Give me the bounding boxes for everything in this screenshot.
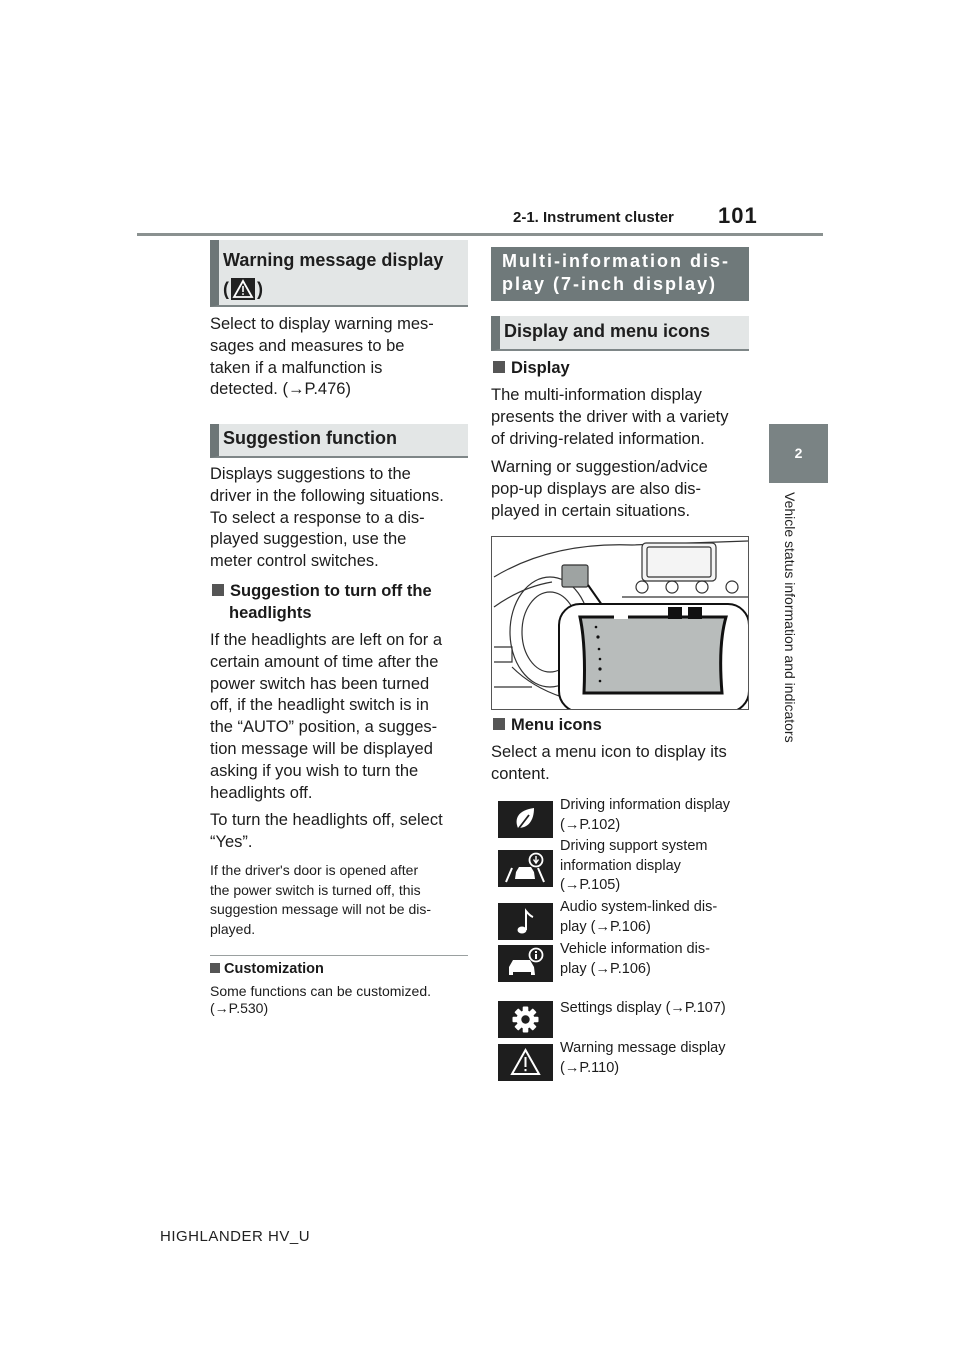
driving-support-icon	[498, 850, 553, 887]
suggestion-body: Displays suggestions to the driver in the following situations. To select a response to a dis- played suggestion, use the meter control switches.	[210, 465, 444, 571]
bullet-square-icon	[493, 718, 505, 730]
display-menu-icons-heading: Display and menu icons	[491, 316, 749, 351]
warning-icon	[498, 1044, 553, 1081]
menu-item-warning: Warning message display (→P.110)	[560, 1040, 726, 1076]
chapter-tab[interactable]	[769, 424, 828, 483]
section-title: 2-1. Instrument cluster	[513, 209, 674, 226]
popup-body: Warning or suggestion/advice pop-up displays are also dis- played in certain situations.	[491, 458, 708, 520]
chapter-number: 2	[794, 445, 803, 461]
bullet-square-icon	[493, 361, 505, 373]
warning-message-heading	[210, 240, 468, 307]
multi-info-heading: Multi-information dis- play (7-inch display)	[491, 247, 749, 301]
turn-off-body: To turn the headlights off, select “Yes”.	[210, 811, 443, 851]
warning-body: Select to display warning mes- sages and measures to be taken if a malfunction is detected. (→P.476)	[210, 315, 434, 399]
vehicle-info-icon	[498, 945, 553, 982]
menu-item-vehicle-info: Vehicle information dis- play (→P.106)	[560, 941, 710, 977]
display-body: The multi-information display presents the driver with a variety of driving-related information.	[491, 386, 729, 448]
menu-icons-subheading: Menu icons	[493, 714, 602, 736]
menu-icons-body: Select a menu icon to display its content.	[491, 743, 727, 783]
warning-heading-line2	[219, 278, 263, 300]
menu-item-driving-info: Driving information display (→P.102)	[560, 797, 731, 833]
menu-item-settings: Settings display (→P.107)	[560, 1000, 726, 1016]
music-note-icon	[498, 903, 553, 940]
header-rule	[137, 233, 823, 236]
customization-title: Customization	[210, 961, 324, 977]
bullet-square-icon	[212, 584, 224, 596]
door-note: If the driver's door is opened after the power switch is turned off, this suggestion message will not be dis- played.	[210, 862, 432, 937]
leaf-icon	[498, 801, 553, 838]
display-subheading: Display	[493, 357, 570, 379]
bullet-square-icon	[210, 963, 220, 973]
paren-close: )	[257, 278, 263, 299]
model-footer: HIGHLANDER HV_U	[160, 1228, 311, 1245]
paren-open: (	[223, 278, 229, 299]
warning-triangle-badge-icon	[231, 278, 255, 300]
customization-body: Some functions can be customized. (→P.530)	[210, 983, 432, 1016]
menu-item-driving-support: Driving support system information display (→P.105)	[560, 838, 708, 893]
suggestion-heading: Suggestion function	[210, 424, 468, 458]
chapter-title-vertical	[780, 492, 800, 812]
headlights-subheading: Suggestion to turn off the headlights	[212, 580, 472, 624]
customization-rule	[210, 955, 468, 956]
page-number: 101	[718, 203, 758, 228]
gear-icon	[498, 1001, 553, 1038]
warning-heading-line1: Warning message display	[223, 250, 444, 270]
menu-item-audio: Audio system-linked dis- play (→P.106)	[560, 899, 718, 935]
display-callout	[558, 603, 749, 710]
dashboard-illustration	[491, 536, 749, 710]
headlights-body: If the headlights are left on for a certain amount of time after the power switch has been turned off, if the headlight switch is in the “AUTO” position, a sugges- tion message will be displayed asking if you wish to turn the headlights off.	[210, 631, 443, 802]
chapter-title: Vehicle status information and indicators	[782, 492, 798, 743]
